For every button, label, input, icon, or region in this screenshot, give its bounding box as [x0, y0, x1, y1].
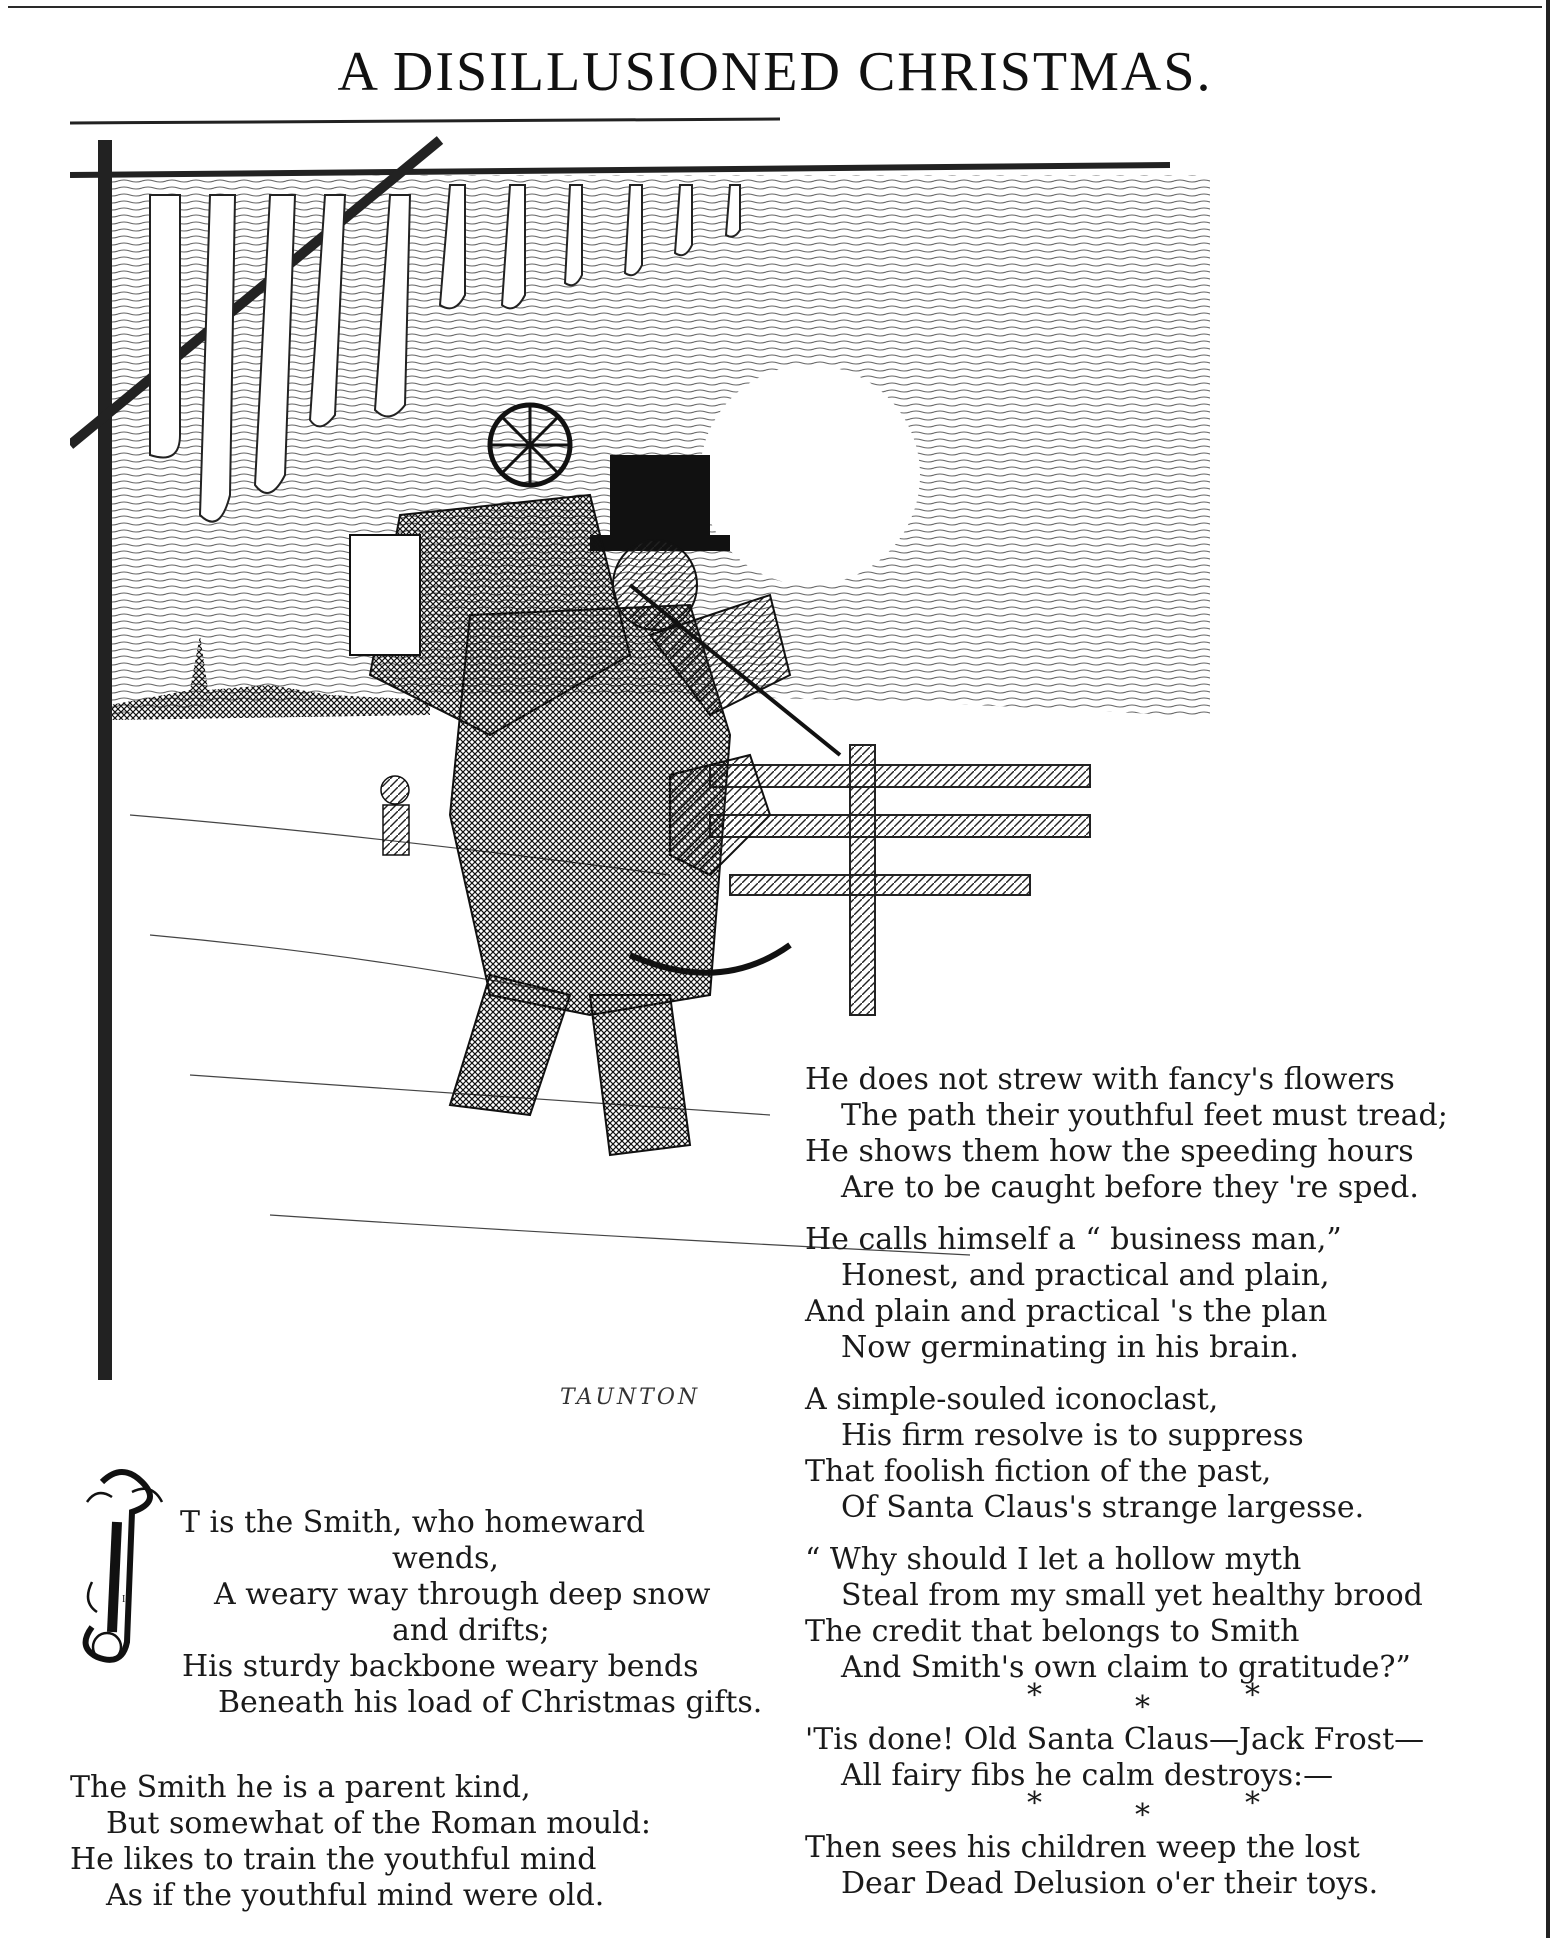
left-poem-column-2 [70, 1770, 651, 1930]
right-stanza-4 [805, 1542, 1448, 1686]
right-stanza-3 [805, 1382, 1448, 1526]
right-stanza-2 [805, 1222, 1448, 1366]
left-poem-column [72, 1505, 762, 1737]
poem-line: Steal from my small yet healthy brood [841, 1578, 1423, 1613]
right-stanza-6 [805, 1830, 1448, 1902]
poem-line: But somewhat of the Roman mould: [106, 1806, 652, 1841]
right-border-rule [1546, 0, 1550, 1938]
doll-toy [381, 776, 409, 855]
right-stanza-5 [805, 1722, 1448, 1794]
poem-line: A simple-souled iconoclast, [805, 1382, 1219, 1417]
poem-line: Are to be caught before they 're sped. [841, 1170, 1419, 1205]
poem-line: Honest, and practical and plain, [841, 1258, 1330, 1293]
poem-line: The path their youthful feet must tread; [841, 1098, 1448, 1133]
poem-line: Now germinating in his brain. [841, 1330, 1299, 1365]
section-break-stars [805, 1786, 1448, 1833]
poem-line: and drifts; [392, 1613, 550, 1648]
poem-line: All fairy fibs he calm destroys:— [841, 1758, 1334, 1793]
moon [700, 365, 920, 585]
right-stanza-1 [805, 1062, 1448, 1206]
poem-line: That foolish fiction of the past, [805, 1454, 1272, 1489]
left-stanza-1 [72, 1505, 762, 1721]
star: * [1135, 1798, 1150, 1833]
poem-line: He calls himself a “ business man,” [805, 1222, 1342, 1257]
poem-line: Dear Dead Delusion o'er their toys. [841, 1866, 1379, 1901]
poem-line: The Smith he is a parent kind, [70, 1770, 531, 1805]
poem-line: He likes to train the youthful mind [70, 1842, 597, 1877]
poem-line: As if the youthful mind were old. [106, 1878, 605, 1913]
wooden-post [98, 140, 112, 1380]
poem-line: 'Tis done! Old Santa Claus—Jack Frost— [805, 1722, 1425, 1757]
left-stanza-2 [70, 1770, 651, 1914]
poem-line: T is the Smith, who homeward [180, 1505, 646, 1540]
poem-line: And plain and practical 's the plan [805, 1294, 1328, 1329]
poem-line: His firm resolve is to suppress [841, 1418, 1304, 1453]
star: * [1027, 1786, 1042, 1821]
poem-line: His sturdy backbone weary bends [182, 1649, 699, 1684]
page-title: A DISILLUSIONED CHRISTMAS. [337, 41, 1213, 103]
poem-line: Then sees his children weep the lost [805, 1830, 1360, 1865]
poem-line: “ Why should I let a hollow myth [805, 1542, 1302, 1577]
poem-line: Beneath his load of Christmas gifts. [218, 1685, 763, 1720]
poem-line: wends, [392, 1541, 499, 1576]
poem-line: Of Santa Claus's strange largesse. [841, 1490, 1365, 1525]
star: * [1245, 1678, 1260, 1713]
poem-line: A weary way through deep snow [214, 1577, 711, 1612]
poem-line: The credit that belongs to Smith [805, 1614, 1300, 1649]
artist-signature: TAUNTON [560, 1385, 701, 1410]
star: * [1245, 1786, 1260, 1821]
poem-line: He shows them how the speeding hours [805, 1134, 1414, 1169]
star: * [1135, 1690, 1150, 1725]
initial-letter-text: I [122, 1594, 126, 1605]
poem-line: And Smith's own claim to gratitude?” [841, 1650, 1411, 1685]
right-poem-column [805, 1062, 1448, 1918]
poem-line: He does not strew with fancy's flowers [805, 1062, 1395, 1097]
section-break-stars [805, 1678, 1448, 1725]
star: * [1027, 1678, 1042, 1713]
